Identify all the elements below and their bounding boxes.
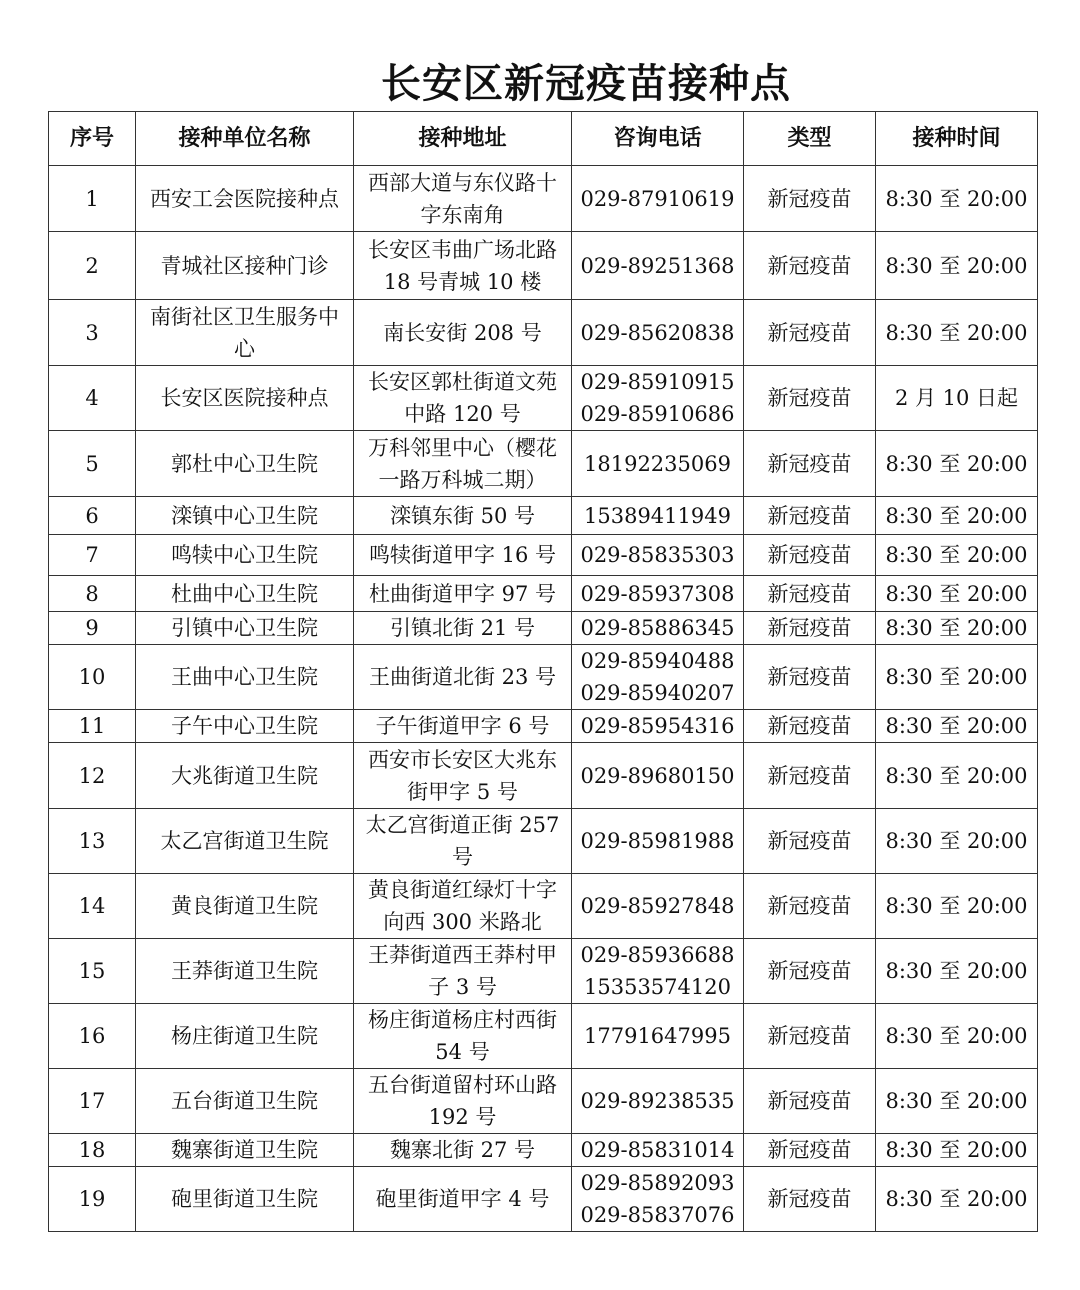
- table-row: [49, 939, 1038, 1004]
- cell-no: 17: [49, 1069, 136, 1134]
- cell-no: 19: [49, 1167, 136, 1232]
- header-type: 类型: [744, 112, 876, 166]
- table-row: [49, 431, 1038, 497]
- cell-name: 杨庄街道卫生院: [136, 1004, 354, 1069]
- cell-phone: 029-85936688 15353574120: [572, 939, 744, 1004]
- cell-address: 魏寨北街 27 号: [354, 1134, 572, 1167]
- cell-time: 8:30 至 20:00: [876, 300, 1038, 366]
- table-row: [49, 497, 1038, 535]
- cell-phone: 029-89251368: [572, 232, 744, 300]
- cell-name: 长安区医院接种点: [136, 366, 354, 431]
- cell-phone: 029-85835303: [572, 535, 744, 576]
- header-name: 接种单位名称: [136, 112, 354, 166]
- cell-phone: 15389411949: [572, 497, 744, 535]
- page-title: 长安区新冠疫苗接种点: [381, 61, 791, 107]
- cell-type: 新冠疫苗: [744, 743, 876, 809]
- cell-address: 滦镇东街 50 号: [354, 497, 572, 535]
- table-row: [49, 1004, 1038, 1069]
- cell-type: 新冠疫苗: [744, 645, 876, 710]
- cell-no: 16: [49, 1004, 136, 1069]
- table-header-row: [49, 112, 1038, 166]
- cell-time: 8:30 至 20:00: [876, 743, 1038, 809]
- cell-name: 魏寨街道卫生院: [136, 1134, 354, 1167]
- cell-phone: 029-85886345: [572, 612, 744, 645]
- cell-no: 3: [49, 300, 136, 366]
- cell-address: 长安区郭杜街道文苑中路 120 号: [354, 366, 572, 431]
- cell-time: 8:30 至 20:00: [876, 535, 1038, 576]
- header-phone: 咨询电话: [572, 112, 744, 166]
- vaccination-sites-table: [48, 111, 1038, 1232]
- cell-time: 8:30 至 20:00: [876, 232, 1038, 300]
- table-row: [49, 612, 1038, 645]
- cell-time: 8:30 至 20:00: [876, 809, 1038, 874]
- cell-no: 12: [49, 743, 136, 809]
- cell-name: 王曲中心卫生院: [136, 645, 354, 710]
- cell-no: 11: [49, 710, 136, 743]
- cell-address: 砲里街道甲字 4 号: [354, 1167, 572, 1232]
- cell-name: 引镇中心卫生院: [136, 612, 354, 645]
- cell-phone: 029-85937308: [572, 576, 744, 612]
- table-row: [49, 1134, 1038, 1167]
- cell-phone: 18192235069: [572, 431, 744, 497]
- cell-name: 五台街道卫生院: [136, 1069, 354, 1134]
- cell-time: 8:30 至 20:00: [876, 645, 1038, 710]
- cell-address: 杜曲街道甲字 97 号: [354, 576, 572, 612]
- cell-name: 大兆街道卫生院: [136, 743, 354, 809]
- cell-type: 新冠疫苗: [744, 535, 876, 576]
- table-row: [49, 232, 1038, 300]
- cell-address: 王曲街道北街 23 号: [354, 645, 572, 710]
- table-row: [49, 576, 1038, 612]
- cell-time: 8:30 至 20:00: [876, 612, 1038, 645]
- cell-type: 新冠疫苗: [744, 576, 876, 612]
- table-row: [49, 300, 1038, 366]
- cell-address: 黄良街道红绿灯十字向西 300 米路北: [354, 874, 572, 939]
- table-row: [49, 874, 1038, 939]
- cell-type: 新冠疫苗: [744, 874, 876, 939]
- cell-time: 8:30 至 20:00: [876, 1004, 1038, 1069]
- cell-type: 新冠疫苗: [744, 431, 876, 497]
- cell-no: 7: [49, 535, 136, 576]
- cell-type: 新冠疫苗: [744, 1004, 876, 1069]
- cell-no: 8: [49, 576, 136, 612]
- cell-type: 新冠疫苗: [744, 300, 876, 366]
- cell-no: 2: [49, 232, 136, 300]
- cell-type: 新冠疫苗: [744, 497, 876, 535]
- cell-type: 新冠疫苗: [744, 809, 876, 874]
- table-row: [49, 809, 1038, 874]
- cell-phone: 029-87910619: [572, 166, 744, 232]
- cell-name: 青城社区接种门诊: [136, 232, 354, 300]
- table-row: [49, 166, 1038, 232]
- cell-phone: 029-85940488 029-85940207: [572, 645, 744, 710]
- cell-no: 4: [49, 366, 136, 431]
- cell-address: 西部大道与东仪路十字东南角: [354, 166, 572, 232]
- cell-no: 15: [49, 939, 136, 1004]
- cell-name: 西安工会医院接种点: [136, 166, 354, 232]
- cell-no: 5: [49, 431, 136, 497]
- cell-address: 长安区韦曲广场北路 18 号青城 10 楼: [354, 232, 572, 300]
- cell-name: 杜曲中心卫生院: [136, 576, 354, 612]
- cell-no: 18: [49, 1134, 136, 1167]
- cell-phone: 029-85954316: [572, 710, 744, 743]
- cell-phone: 029-85620838: [572, 300, 744, 366]
- table-row: [49, 1167, 1038, 1232]
- cell-type: 新冠疫苗: [744, 232, 876, 300]
- table-row: [49, 645, 1038, 710]
- cell-type: 新冠疫苗: [744, 166, 876, 232]
- cell-time: 8:30 至 20:00: [876, 166, 1038, 232]
- cell-address: 鸣犊街道甲字 16 号: [354, 535, 572, 576]
- cell-type: 新冠疫苗: [744, 1167, 876, 1232]
- cell-time: 8:30 至 20:00: [876, 710, 1038, 743]
- cell-address: 引镇北街 21 号: [354, 612, 572, 645]
- table-row: [49, 366, 1038, 431]
- table-row: [49, 1069, 1038, 1134]
- cell-time: 8:30 至 20:00: [876, 431, 1038, 497]
- cell-name: 南街社区卫生服务中心: [136, 300, 354, 366]
- cell-phone: 029-85981988: [572, 809, 744, 874]
- cell-no: 9: [49, 612, 136, 645]
- table-row: [49, 535, 1038, 576]
- cell-phone: 029-85831014: [572, 1134, 744, 1167]
- cell-name: 砲里街道卫生院: [136, 1167, 354, 1232]
- cell-time: 8:30 至 20:00: [876, 1134, 1038, 1167]
- cell-time: 8:30 至 20:00: [876, 1167, 1038, 1232]
- cell-no: 1: [49, 166, 136, 232]
- cell-phone: 029-85927848: [572, 874, 744, 939]
- cell-address: 杨庄街道杨庄村西街 54 号: [354, 1004, 572, 1069]
- cell-type: 新冠疫苗: [744, 366, 876, 431]
- cell-type: 新冠疫苗: [744, 1069, 876, 1134]
- cell-name: 黄良街道卫生院: [136, 874, 354, 939]
- cell-phone: 029-85892093 029-85837076: [572, 1167, 744, 1232]
- table-row: [49, 743, 1038, 809]
- cell-no: 6: [49, 497, 136, 535]
- header-time: 接种时间: [876, 112, 1038, 166]
- cell-phone: 029-89238535: [572, 1069, 744, 1134]
- cell-type: 新冠疫苗: [744, 710, 876, 743]
- header-no: 序号: [49, 112, 136, 166]
- cell-address: 子午街道甲字 6 号: [354, 710, 572, 743]
- cell-name: 王莽街道卫生院: [136, 939, 354, 1004]
- cell-no: 13: [49, 809, 136, 874]
- cell-type: 新冠疫苗: [744, 612, 876, 645]
- cell-address: 王莽街道西王莽村甲子 3 号: [354, 939, 572, 1004]
- cell-address: 西安市长安区大兆东街甲字 5 号: [354, 743, 572, 809]
- cell-name: 鸣犊中心卫生院: [136, 535, 354, 576]
- cell-name: 滦镇中心卫生院: [136, 497, 354, 535]
- cell-time: 8:30 至 20:00: [876, 576, 1038, 612]
- cell-name: 太乙宫街道卫生院: [136, 809, 354, 874]
- cell-phone: 17791647995: [572, 1004, 744, 1069]
- cell-no: 10: [49, 645, 136, 710]
- cell-name: 郭杜中心卫生院: [136, 431, 354, 497]
- cell-type: 新冠疫苗: [744, 1134, 876, 1167]
- cell-time: 8:30 至 20:00: [876, 874, 1038, 939]
- cell-type: 新冠疫苗: [744, 939, 876, 1004]
- cell-time: 8:30 至 20:00: [876, 497, 1038, 535]
- cell-time: 8:30 至 20:00: [876, 939, 1038, 1004]
- header-address: 接种地址: [354, 112, 572, 166]
- cell-phone: 029-89680150: [572, 743, 744, 809]
- cell-address: 南长安街 208 号: [354, 300, 572, 366]
- cell-address: 太乙宫街道正街 257 号: [354, 809, 572, 874]
- table-body: [49, 166, 1038, 1232]
- cell-no: 14: [49, 874, 136, 939]
- table-row: [49, 710, 1038, 743]
- cell-address: 万科邻里中心（樱花一路万科城二期）: [354, 431, 572, 497]
- cell-phone: 029-85910915 029-85910686: [572, 366, 744, 431]
- cell-address: 五台街道留村环山路 192 号: [354, 1069, 572, 1134]
- cell-name: 子午中心卫生院: [136, 710, 354, 743]
- cell-time: 8:30 至 20:00: [876, 1069, 1038, 1134]
- cell-time: 2 月 10 日起: [876, 366, 1038, 431]
